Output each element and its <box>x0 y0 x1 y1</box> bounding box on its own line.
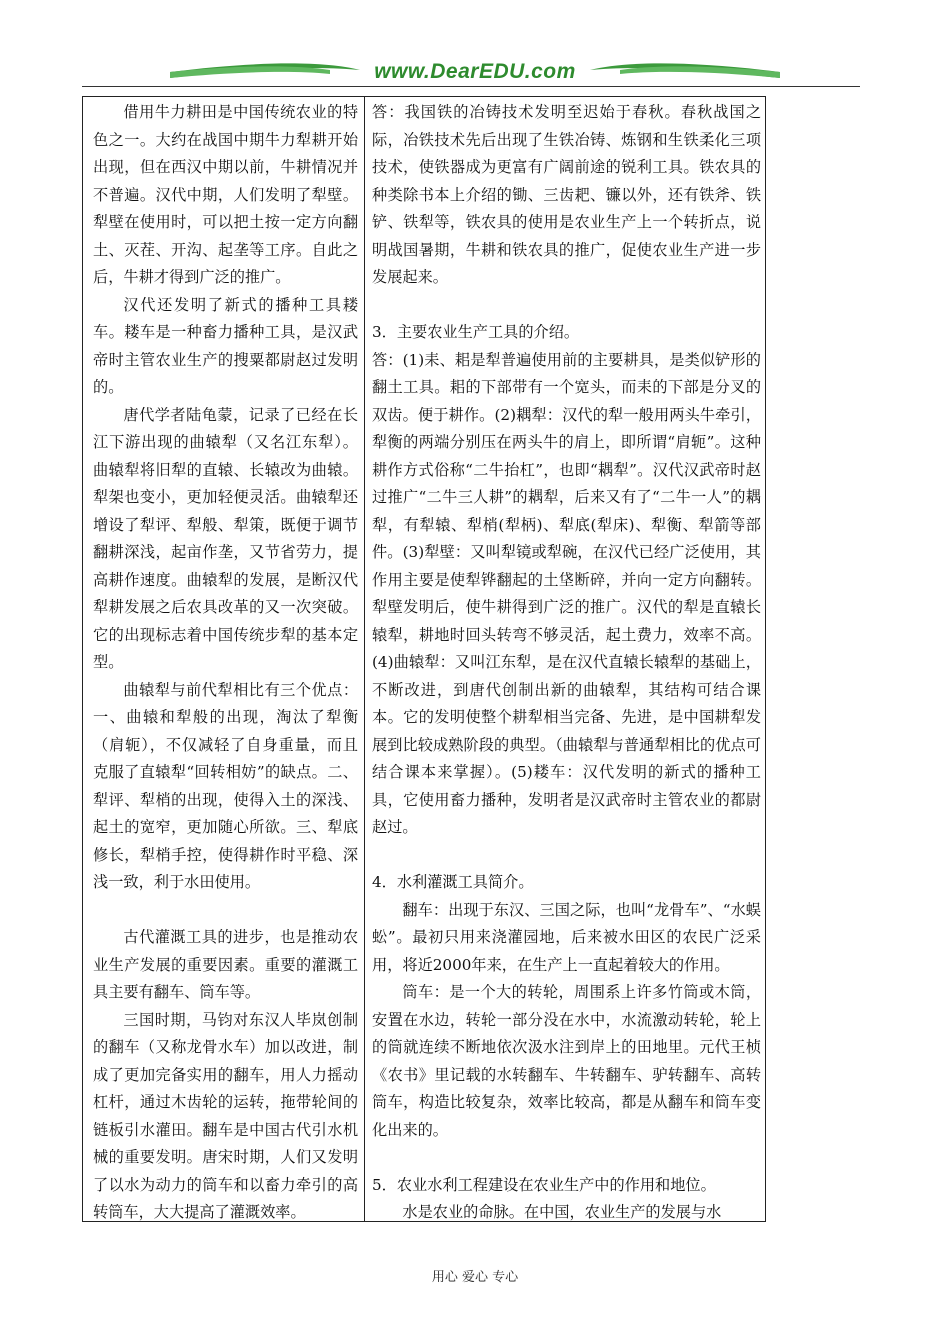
left-paragraph-irrigation-tools: 古代灌溉工具的进步，也是推动农业生产发展的重要因素。重要的灌溉工具主要有翻车、筒车等。 <box>93 928 358 1001</box>
header-divider <box>82 86 860 87</box>
paragraph-spacer <box>93 897 358 925</box>
paragraph-spacer <box>372 292 761 320</box>
right-heading-5: 5．农业水利工程建设在农业生产中的作用和地位。 <box>372 1175 716 1194</box>
site-url: www.DearEDU.com <box>374 60 576 83</box>
page-footer: 用心 爱心 专心 <box>431 1270 519 1285</box>
right-paragraph-water: 水是农业的命脉。在中国，农业生产的发展与水 <box>402 1203 722 1221</box>
right-column <box>365 97 767 1221</box>
paragraph-spacer <box>372 1144 761 1172</box>
right-paragraph-tools-answer: 答：(1)耒、耜是犁普遍使用前的主要耕具，是类似铲形的翻土工具。耜的下部带有一个宽头，而耒的下部是分叉的双齿。便于耕作。(2)耦犁：汉代的犁一般用两头牛牵引，犁衡的两端分别压在两头牛的肩上，即所谓“肩轭”。这种耕作方式俗称“二牛抬杠”，也即“耦犁”。汉代汉武帝时赵过推广“二牛三人耕”的耦犁，后来又有了“二牛一人”的耦犁，有犁辕、犁梢(犁柄)、犁底(犁床)、犁衡、犁箭等部件。(3)犁壁：又叫犁镜或犁碗，在汉代已经广泛使用，其作用主要是使犁铧翻起的土垡断碎，并向一定方向翻转。犁壁发明后，使牛耕得到广泛的推广。汉代的犁是直辕长辕犁，耕地时回头转弯不够灵活，起土费力，效率不高。(4)曲辕犁：又叫江东犁，是在汉代直辕长辕犁的基础上，不断改进，到唐代创制出新的曲辕犁，其结构可结合课本。它的发明使整个耕犁相当完备、先进，是中国耕犁发展到比较成熟阶段的典型。（曲辕犁与普通犁相比的优点可结合课本来掌握）。(5)耧车：汉代发明的新式的播种工具，它使用畜力播种，发明者是汉武帝时主管农业的都尉赵过。 <box>372 350 761 836</box>
left-paragraph-water-wheel: 三国时期，马钧对东汉人毕岚创制的翻车（又称龙骨水车）加以改进，制成了更加完备实用的翻车，用人力摇动杠杆，通过木齿轮的运转，拖带轮间的链板引水灌田。翻车是中国古代引水机械的重要发明。唐宋时期，人们又发明了以水为动力的筒车和以畜力牵引的高转筒车，大大提高了灌溉效率。 <box>93 1010 358 1221</box>
right-paragraph-iron-smelting: 答：我国铁的冶铸技术发明至迟始于春秋。春秋战国之际，冶铁技术先后出现了生铁冶铸、炼钢和生铁柔化三项技术，使铁器成为更富有广阔前途的锐利工具。铁农具的种类除书本上介绍的锄、三齿耙、镰以外，还有铁斧、铁铲、铁犁等，铁农具的使用是农业生产上一个转折点，说明战国暑期，牛耕和铁农具的推广，促使农业生产进一步发展起来。 <box>372 103 761 286</box>
left-paragraph-seed-drill: 汉代还发明了新式的播种工具耧车。耧车是一种畜力播种工具，是汉武帝时主管农业生产的搜粟都尉赵过发明的。 <box>93 295 358 396</box>
left-paragraph-oxen-plowing: 借用牛力耕田是中国传统农业的特色之一。大约在战国中期牛力犁耕开始出现，但在西汉中期以前，牛耕情况并不普遍。汉代中期，人们发明了犁壁。犁壁在使用时，可以把土按一定方向翻土、灭茬、开沟、起垄等工序。自此之后，牛耕才得到广泛的推广。 <box>93 103 358 286</box>
right-paragraph-tongche: 筒车：是一个大的转轮，周围系上许多竹筒或木筒，安置在水边，转轮一部分没在水中，水流激动转轮，轮上的筒就连续不断地依次汲水注到岸上的田地里。元代王桢《农书》里记载的水转翻车、牛转翻车、驴转翻车、高转筒车，构造比较复杂，效率比较高，都是从翻车和筒车变化出来的。 <box>372 983 761 1139</box>
content-table <box>82 96 766 1222</box>
right-heading-3: 3．主要农业生产工具的介绍。 <box>372 323 580 341</box>
right-paragraph-fanche: 翻车：出现于东汉、三国之际，也叫“龙骨车”、“水蜈蚣”。最初只用来浇灌园地，后来被水田区的农民广泛采用，将近2000年来，在生产上一直起着较大的作用。 <box>372 900 761 974</box>
paragraph-spacer <box>372 842 761 870</box>
right-heading-4: 4．水利灌溉工具简介。 <box>372 873 534 891</box>
site-banner <box>170 58 780 98</box>
left-paragraph-plow-advantages: 曲辕犁与前代犁相比有三个优点：一、曲辕和犁般的出现，淘汰了犁衡（肩轭），不仅减轻了自身重量，而且克服了直辕犁“回转相妨”的缺点。二、犁评、犁梢的出现，使得入土的深浅、起土的宽窄，更加随心所欲。三、犁底修长，犁梢手控，使得耕作时平稳、深浅一致，利于水田使用。 <box>93 680 358 891</box>
left-column <box>83 97 365 1221</box>
left-paragraph-curved-plow: 唐代学者陆龟蒙，记录了已经在长江下游出现的曲辕犁（又名江东犁）。曲辕犁将旧犁的直辕、长辕改为曲辕。犁架也变小，更加轻便灵活。曲辕犁还增设了犁评、犁般、犁策，既便于调节翻耕深浅，起亩作垄，又节省劳力，提高耕作速度。曲辕犁的发展，是断汉代犁耕发展之后农具改革的又一次突破。它的出现标志着中国传统步犁的基本定型。 <box>93 405 358 671</box>
